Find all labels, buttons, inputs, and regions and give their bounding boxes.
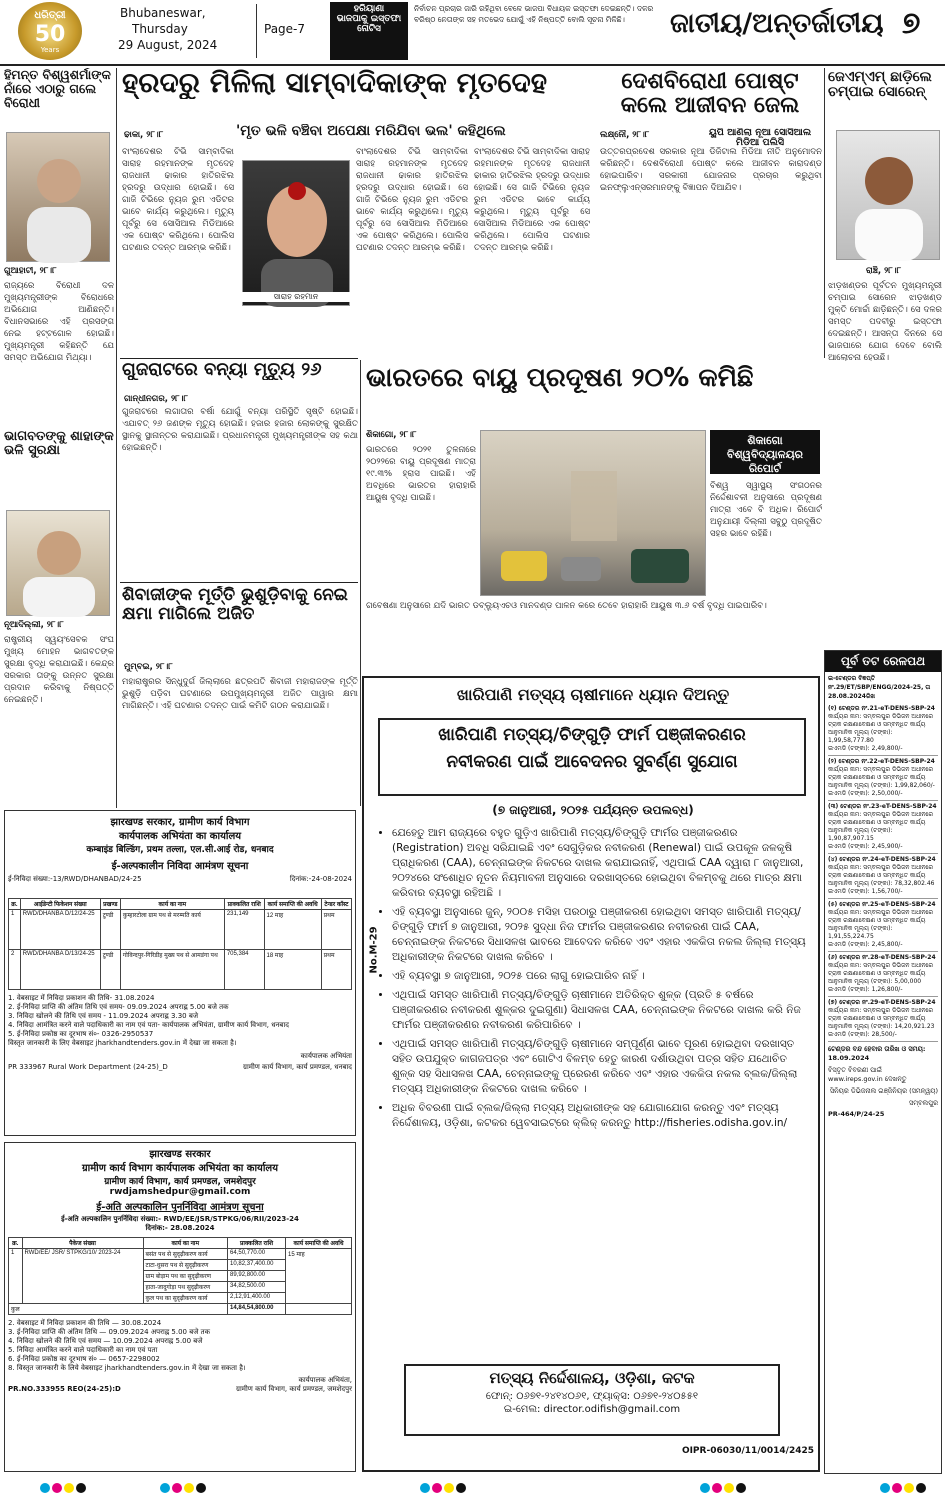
railway-tender-item [828,997,938,1042]
railway-pr: PR-464/P/24-25 [828,1110,885,1119]
gujarat-body: ଗୁଜରାଟରେ ଲଗାତାର ବର୍ଷା ଯୋଗୁଁ ବନ୍ୟା ପରିସ୍ଥିତି ସୃଷ୍ଟି ହୋଇଛି। ଏଯାବତ୍ ୨୬ ଜଣଙ୍କ ମୃତ୍ୟୁ ହୋଇଛି। ହଜାର ହଜାର ଲୋକଙ୍କୁ ସୁରକ୍ଷିତ ସ୍ଥାନକୁ ସ୍ଥାନାନ୍ତର କରାଯାଇଛି। ପ୍ରଧାନମନ୍ତ୍ରୀ ମୁଖ୍ୟମନ୍ତ୍ରୀଙ୍କ ସହ କଥା ହୋଇଛନ୍ତି। [122,407,358,453]
table-cell: टुण्डी [100,950,120,990]
railway-value: ଆନୁମାନିକ ମୂଲ୍ୟ (ଟଙ୍କା): 1,99,58,777.80 [828,729,893,745]
smog-photo [480,430,706,596]
champai-photo [836,130,940,260]
tender2-note: 5. निविदा आमंत्रित करने वाले पदाधिकारी का नाम एवं पता [8,1346,158,1354]
person-silhouette-icon [7,133,111,263]
himanta-headline: ହିମନ୍ତ ବିଶ୍ୱଶର୍ମାଙ୍କ ନାଁରେ ଏଠାରୁ ଗଲେ ବିରୋଧୀ [4,68,111,110]
air-body-left: ଭାରତରେ ୨୦୨୧ ତୁଳନାରେ ୨୦୨୨ରେ ବାୟୁ ପ୍ରଦୂଷଣ ମାତ୍ରା ୧୯.୩% ହ୍ରାସ ପାଇଛି। ଏହି ଅବଧିରେ ଭାରତର ହାରାହାରି ଆୟୁଷ ବୃଦ୍ଧି ପାଇଛି। [366,445,476,503]
fishery-deadline: (୭ ଜାନୁଆରୀ, ୨୦୨୫ ପର୍ଯ୍ୟନ୍ତ ଉପଲବ୍ଧ) [492,804,694,817]
table-cell: टाटा-धुसरा पथ से सुदृढ़ीकरण [143,1260,228,1271]
tender2-table [8,1237,352,1315]
tender1-note: 3. निविदा खोलने की तिथि एवं समय - 11.09.2024 अपराह्न 3.30 बजे [8,1012,199,1020]
tender1-notes [8,994,352,1048]
registration-dot [736,1483,746,1493]
registration-dot [880,1483,890,1493]
table-cell: 231,149 [224,910,264,950]
fishery-top-banner: ଖାରିପାଣି ମତ୍ସ୍ୟ ଚାଷୀମାନେ ଧ୍ୟାନ ଦିଅନ୍ତୁ [456,686,730,704]
tender1-note: विस्तृत जानकारी के लिए वेबसाइट jharkhandtenders.gov.in में देखा जा सकता है। [8,1039,237,1047]
railway-tender-item [828,899,938,952]
table-cell: 705,384 [224,950,264,990]
haryana-line-3: ନୋଟିସ [357,24,381,34]
masthead-date: 29 August, 2024 [118,38,218,52]
tender-dhanbad [4,810,356,1136]
tender1-header-1: झारखण्ड सरकार, ग्रामीण कार्य विभाग [110,817,250,828]
registration-dot [700,1483,710,1493]
registration-dot [712,1483,722,1493]
fishery-bullet: • ଏହି ବ୍ୟବସ୍ଥା ୭ ଜାନୁଆରୀ, ୨୦୨୫ ପରେ ଲାଗୁ ହୋଇପାରିବ ନାହିଁ । [392,969,810,984]
haryana-line-2: ଭାଜପାକୁ ଇସ୍ତଫା [336,14,402,24]
table-row [9,1304,352,1315]
fishery-bullet: • ଯେହେତୁ ଆମ ରାଜ୍ୟରେ ବହୁତ ଗୁଡ଼ିଏ ଖାରିପାଣି ମତ୍ସ୍ୟ/ଚିଙ୍ଗୁଡ଼ି ଫାର୍ମର ପଞ୍ଜୀକରଣର (Registration) ଅବଧି ସରିଯାଇଛି ଏବଂ ସେଗୁଡ଼ିକର ନବୀକରଣ (Renewal) ପାଇଁ ଉପକୂଳ ଜଳକୃଷି ପ୍ରାଧିକରଣ (CAA), ଚେନ୍ନାଇଙ୍କ ନିକଟରେ ଦାଖଲ କରାଯାଇନାହିଁ, ଏଥିପାଇଁ CAA ଦ୍ୱାରା ୮ ଜାନୁଆରୀ, ୨୦୨୪ରେ ସଂଶୋଧିତ ନୂତନ ନିୟମାବଳୀ ଅନୁସାରେ ଦରଖାସ୍ତରେ ହୋଇଥିବା ବିଳମ୍ବକୁ ଥରେ ମାତ୍ର କ୍ଷମା କରିବାର ବ୍ୟବସ୍ଥା ରହିଅଛି । [392,826,810,901]
tender2-title: ई-अति अल्पकालिन पुनर्निविदा आमंत्रण सूचना [96,1202,264,1213]
fishery-bullet: • ଏହି ବ୍ୟବସ୍ଥା ଅନୁସାରେ ଜୁନ୍, ୨୦୦୫ ମସିହା ପରଠାରୁ ପଞ୍ଜୀକରଣ ହୋଇଥିବା ସମସ୍ତ ଖାରିପାଣି ମତ୍ସ୍ୟ/ ଚିଙ୍ଗୁଡ଼ି ଫାର୍ମ ୭ ଜାନୁଆରୀ, ୨୦୨୫ ସୁଦ୍ଧା ନିଜ ଫାର୍ମର ପଞ୍ଜୀକରଣର ନବୀକରଣ ପାଇଁ CAA, ଚେନ୍ନାଇଙ୍କ ନିକଟରେ ସିଧାସଳଖ ଭାବରେ ଆବେଦନ କରିବେ ଏବଂ ଏହାର ଏକକିତା ନକଲ ଜିଲ୍ଲା ମତ୍ସ୍ୟ ଅଧିକାରୀଙ୍କ ନିକଟରେ ଦାଖଲ କରିବେ । [392,905,810,965]
railway-emd: ଇଏମଡି (ଟଙ୍କା): 1,26,800/- [828,986,903,994]
masthead-day: Thursday [132,22,188,36]
tender1-pr: PR 333967 Rural Work Department (24-25)_D [8,1063,168,1071]
tender2-header-2: ग्रामीण कार्य विभाग कार्यपालक अभियंता का कार्यालय [81,1163,279,1174]
masthead-city: Bhubaneswar, [120,6,206,20]
table-cell: RWD/DHANBA D/13/24-25 [20,950,100,990]
table-cell: 10,82,37,400.00 [228,1260,286,1271]
logo-text: ଧରିତ୍ରୀ [34,10,66,21]
registration-dot [904,1483,914,1493]
bhagwat-headline: ଭାଗବତଙ୍କୁ ଶାହାଙ୍କ ଭଳି ସୁରକ୍ଷା [4,430,114,459]
table-cell: 34,82,500.00 [228,1282,286,1293]
tender2-ref: ई-अति अल्पकालिन पुनर्निविदा संख्या:- RWD/EE/JSR/STPKG/06/RII/2023-24 [61,1215,299,1223]
table-row [9,950,352,990]
left-column [4,68,114,808]
page-number: ୭ [902,6,921,41]
registration-dot [724,1483,734,1493]
railway-value: ଆନୁମାନିକ ମୂଲ୍ୟ (ଟଙ୍କା): 78,32,802.46 [828,880,935,888]
lead-body-col4: ବାଂଲାଦେଶର ଟିଭି ସାମ୍ବାଦିକା ସାରାହ ରହମାନଙ୍କ ମୃତଦେହ ରାଜଧାନୀ ଢାକାର ହାତିରଝିଲ ହ୍ରଦରୁ ଉଦ୍ଧାର ହୋଇଛି। ସେ ଗାଜି ଟିଭିରେ ନ୍ୟୁଜ ରୁମ ଏଡିଟର ଭାବେ କାର୍ଯ୍ୟ କରୁଥିଲେ। ମୃତ୍ୟୁ ପୂର୍ବରୁ ସେ ସୋସିଆଲ ମିଡିଆରେ ଏକ ପୋଷ୍ଟ କରିଥିଲେ। ପୋଲିସ ଘଟଣାର ତଦନ୍ତ ଆରମ୍ଭ କରିଛି। [474,147,590,253]
registration-dot [196,1483,206,1493]
tender1-col: आईडेन्टी फिकेशन संख्या [20,899,100,910]
railway-tender-number: (୩) ଟେଣ୍ଡର ନଂ.23-eT-DENS-SBP-24 [828,803,937,811]
bhagwat-caption: ନୂଆଦିଲ୍ଲୀ, ୨୮।୮ [4,620,64,630]
table-cell: गोविन्दपुर-गिरिडीह मुख्य पथ से आमडंगा पथ [120,950,224,990]
jmm-dateline: ରାଞ୍ଚି, ୨୮।୮ [866,266,902,276]
railway-tender-number: (୬) ଟେଣ୍ଡର ନଂ.28-eT-DENS-SBP-24 [828,954,936,962]
bhagwat-photo [6,510,110,616]
railway-emd: ଇଏମଡି (ଟଙ୍କା): 2,45,900/- [828,843,903,851]
table-cell: बसंत पथ से सुदृढ़ीकरण कार्य [143,1249,228,1260]
bhagwat-body: ରାଷ୍ଟ୍ରୀୟ ସ୍ୱୟଂସେବକ ସଂଘ ମୁଖ୍ୟ ମୋହନ ଭାଗବତଙ୍କ ସୁରକ୍ଷା ବୃଦ୍ଧି କରାଯାଇଛି। କେନ୍ଦ୍ର ସରକାର ତାଙ୍କୁ ଉନ୍ନତ ସୁରକ୍ଷା ପ୍ରଦାନ କରିବାକୁ ନିଷ୍ପତ୍ତି ନେଇଛନ୍ତି। [4,635,114,705]
railway-tender-number: (୫) ଟେଣ୍ଡର ନଂ.25-eT-DENS-SBP-24 [828,901,936,909]
page-label: Page-7 [264,22,306,36]
tender1-col: कार्य का नाम [120,899,224,910]
tender1-signoff-2: ग्रामीण कार्य विभाग, कार्य प्रमण्डल, धनबाद [243,1063,352,1071]
table-cell: 12 माह [264,910,321,950]
haryana-line-1: ହରିୟାଣା [353,4,385,14]
table-cell: 18 माह [264,950,321,990]
jmm-headline: ଜେଏମ୍ଏମ୍ ଛାଡ଼ିଲେ ଚମ୍ପାଇ ସୋରେନ୍ [828,70,932,101]
table-cell: कुल [9,1304,228,1315]
tender2-note: 3. ई-निविदा प्राप्ति की अंतिम तिथि — 09.09.2024 अपराह्न 5.00 बजे तक [8,1328,210,1336]
railway-tender-item [828,703,938,756]
tender1-table [8,898,352,990]
registration-dot [456,1483,466,1493]
tender2-notes [8,1319,352,1373]
railway-footer-note: ବିସ୍ତୃତ ବିବରଣୀ ପାଇଁ www.ireps.gov.in ଦେଖନ୍ତୁ [828,1066,907,1084]
tender1-note: 4. निविदा आमंत्रित करने वाले पदाधिकारी का नाम एवं पता- कार्यपालक अभियंता, ग्रामीण कार्य विभाग, धनबाद [8,1021,289,1029]
fishery-bullet: • ଏଥିପାଇଁ ସମସ୍ତ ଖାରିପାଣି ମତ୍ସ୍ୟ/ଚିଙ୍ଗୁଡ଼ି ଚାଷୀମାନେ ଅତିରିକ୍ତ ଶୁଳ୍କ (ପ୍ରତି ୫ ବର୍ଷରେ ପଞ୍ଜୀକରଣର ନବୀକରଣ ଶୁଳ୍କର ଦୁଇଗୁଣା) ସିଧାସଳଖ CAA, ଚେନ୍ନାଇଙ୍କ ନିକଟରେ ଦାଖଲ କରି ନିଜ ଫାର୍ମର ପଞ୍ଜୀକରଣର ନବୀକରଣ କରିପାରିବେ । [392,988,810,1033]
registration-bar [0,1480,945,1496]
tender1-note: 1. वेबसाइट में निविदा प्रकाशन की तिथि- 31.08.2024 [8,994,155,1002]
shivaji-body: ମହାରାଷ୍ଟ୍ରର ସିନ୍ଧୁଦୁର୍ଗ ଜିଲ୍ଲାରେ ଛତ୍ରପତି ଶିବାଜୀ ମହାରାଜଙ୍କ ମୂର୍ତ୍ତି ଭୁଶୁଡ଼ି ପଡ଼ିବା ଘଟଣାରେ ଉପମୁଖ୍ୟମନ୍ତ୍ରୀ ଅଜିତ ପାୱାର କ୍ଷମା ମାଗିଛନ୍ତି। ଏହି ଘଟଣାର ତଦନ୍ତ ପାଇଁ କମିଟି ଗଠନ କରାଯାଇଛି। [122,677,358,711]
table-cell: 89,92,800.00 [228,1271,286,1282]
railway-emd: ଇଏମଡି (ଟଙ୍କା): 1,56,700/- [828,888,903,896]
journalist-photo [242,160,350,306]
railway-closing: ଟେଣ୍ଡର ବନ୍ଦ ହେବାର ତାରିଖ ଓ ସମୟ: 18.09.2024 [828,1045,926,1063]
fishery-footer [404,1364,780,1436]
tender2-pr: PR.NO.333955 REO(24-25):D [8,1385,121,1393]
journalist-photo-caption: ସାରାହ ରହମାନ [242,292,350,302]
tender2-note: 2. वेबसाइट में निविदा प्रकाशन की तिथि — 30.08.2024 [8,1319,162,1327]
person-silhouette-icon [837,131,941,261]
registration-dot [40,1483,50,1493]
table-cell: ग्राम बोड़ाम पथ का सुदृढ़ीकरण [143,1271,228,1282]
table-cell [286,1304,352,1315]
person-silhouette-icon [243,161,351,307]
tender2-col: प्राक्कलित राशि [228,1238,286,1249]
tender2-note: 8. विस्तृत जानकारी के लिये वेबसाइट jharkhandtenders.gov.in में देखा जा सकता है। [8,1364,246,1372]
railway-tender [824,650,942,1474]
registration-dot [52,1483,62,1493]
shivaji-dateline: ମୁମ୍ବଇ, ୨୮।୮ [124,662,173,672]
railway-tender-number: (୭) ଟେଣ୍ଡର ନଂ.29-eT-DENS-SBP-24 [828,999,936,1007]
table-cell: 1 [9,910,21,950]
tender1-header-2: कार्यपालक अभियंता का कार्यालय [118,831,242,842]
tender1-col: टेन्डर कॉस्ट [321,899,351,910]
fishery-bullet-list [378,826,810,1346]
tender2-header-1: झारखण्ड सरकार [149,1149,211,1160]
haryana-box [330,2,408,60]
registration-dot [64,1483,74,1493]
lead-dateline: ଢାକା, ୨୮।୮ [124,130,164,140]
railway-items [825,703,941,1042]
air-headline: ଭାରତରେ ବାୟୁ ପ୍ରଦୂଷଣ ୨୦% କମିଛି [366,364,754,393]
registration-dot [172,1483,182,1493]
masthead [0,0,945,62]
tender2-ref-date: दिनांक:- 28.08.2024 [145,1224,215,1232]
tender-jamshedpur [4,1142,356,1472]
railway-work-name: କାର୍ଯ୍ୟର ନାମ: ସମ୍ବଲପୁର ଡିଭିଜନ ଅଧୀନରେ ଟ୍ରାକ ରକ୍ଷଣାବେକ୍ଷଣ ଓ ସମ୍ବନ୍ଧିତ କାର୍ଯ୍ୟ [828,909,934,925]
fishery-ad [362,676,820,1472]
table-row [9,1249,352,1260]
lead-subhead: 'ମୃତ ଭଳି ବଞ୍ଚିବା ଅପେକ୍ଷା ମରିଯିବା ଭଲ' କହିଥିଲେ [236,124,506,139]
fishery-ref: OIPR-06030/11/0014/2425 [681,1446,814,1456]
fishery-title-line-1: ଖାରିପାଣି ମତ୍ସ୍ୟ/ଚିଙ୍ଗୁଡ଼ି ଫାର୍ମ ପଞ୍ଜୀକରଣର [438,725,746,745]
tender2-col: पैकेज संख्या [22,1238,143,1249]
railway-tender-item [828,801,938,854]
railway-tender-item [828,952,938,997]
railway-signoff: ସିନିୟର ଡିଭିଜନାଲ ଇଞ୍ଜିନିୟର (ସମନ୍ୱୟ) [829,1087,938,1096]
post-subhead: ୟୁପି ଆଣିଲା ନୂଆ ସୋସିଆଲ ମିଡିଆ ପଲିସି [708,128,812,149]
registration-dot [892,1483,902,1493]
tender1-col: प्रखण्ड [100,899,120,910]
tender2-signoff: कार्यपालक अभियंता, [298,1376,352,1384]
table-cell: टुण्डी [100,910,120,950]
tender1-signoff: कार्यपालक अभियंता [300,1052,352,1060]
tender2-signoff-2: ग्रामीण कार्य विभाग, कार्य प्रमण्डल, जमशेदपुर [236,1385,352,1393]
tender2-col: कार्य का नाम [143,1238,228,1249]
railway-value: ଆନୁମାନିକ ମୂଲ୍ୟ (ଟଙ୍କା): 1,91,55,224.75 [828,925,893,941]
section-title: ଜାତୀୟ/ଅନ୍ତର୍ଜାତୀୟ [670,8,884,39]
himanta-photo [6,132,110,262]
railway-emd: ଇଏମଡି (ଟଙ୍କା): 2,45,800/- [828,941,903,949]
table-cell: कुल पथ का सुदृढ़ीकरण कार्य [143,1293,228,1304]
traffic-scene-icon [481,431,707,597]
table-cell: 2,12,91,400.00 [228,1293,286,1304]
railway-emd: ଇଏମଡି (ଟଙ୍କା): 2,49,800/- [828,745,903,753]
tender2-note: 4. निविदा खोलने की तिथि एवं समय — 10.09.2024 अपराह्न 5.00 बजे [8,1337,203,1345]
railway-tender-item [828,756,938,801]
railway-emd: ଇଏମଡି (ଟଙ୍କା): 2,50,000/- [828,790,903,798]
table-cell: 2 [9,950,21,990]
person-silhouette-icon [7,511,111,617]
railway-tender-item [828,854,938,899]
table-cell: हाता-जादुगोड़ा पथ सुदृढ़ीकरण [143,1282,228,1293]
post-body: ଉତ୍ତରପ୍ରଦେଶ ସରକାର ନୂଆ ଡିଜିଟାଲ ମିଡିଆ ନୀତି ଅନୁମୋଦନ କରିଛନ୍ତି। ଦେଶବିରୋଧୀ ପୋଷ୍ଟ କଲେ ଆଜୀବନ କାରାଦଣ୍ଡ ହୋଇପାରିବ। ସରକାରୀ ଯୋଜନାର ପ୍ରଚାର କରୁଥିବା ଇନଫ୍ଲୁଏନ୍ସରମାନଙ୍କୁ ବିଜ୍ଞାପନ ଦିଆଯିବ। [600,147,822,193]
railway-work-name: କାର୍ଯ୍ୟର ନାମ: ସମ୍ବଲପୁର ଡିଭିଜନ ଅଧୀନରେ ଟ୍ରାକ ରକ୍ଷଣାବେକ୍ଷଣ ଓ ସମ୍ବନ୍ଧିତ କାର୍ଯ୍ୟ [828,962,934,978]
fishery-title-box [378,718,806,796]
post-headline: ଦେଶବିରୋଧୀ ପୋଷ୍ଟ କଲେ ଆଜୀବନ ଜେଲ [620,70,800,119]
himanta-body: ରାଜ୍ୟରେ ବିରୋଧୀ ଦଳ ମୁଖ୍ୟମନ୍ତ୍ରୀଙ୍କ ବିରୋଧରେ ଅଭିଯୋଗ ଆଣିଛନ୍ତି। ବିଧାନସଭାରେ ଏହି ପ୍ରସଙ୍ଗ ନେଇ ହଟ୍ଟଗୋଳ ହୋଇଛି। ମୁଖ୍ୟମନ୍ତ୍ରୀ କହିଛନ୍ତି ଯେ ସମସ୍ତ ଅଭିଯୋଗ ମିଥ୍ୟା। [4,281,114,363]
logo [18,2,82,60]
tender2-col: क्र. [9,1238,23,1249]
air-body-right: ବିଶ୍ୱ ସ୍ୱାସ୍ଥ୍ୟ ସଂଗଠନର ନିର୍ଦ୍ଦେଶାବଳୀ ଅନୁସାରେ ପ୍ରଦୂଷଣ ମାତ୍ରା ଏବେ ବି ଅଧିକ। ରିପୋର୍ଟ ଅନୁଯାୟୀ ଦିଲ୍ଲୀ ସବୁଠୁ ପ୍ରଦୂଷିତ ସହର ଭାବେ ରହିଛି। [710,481,822,539]
tender2-total: 14,84,54,800.00 [228,1304,286,1315]
tender1-ref-date: दिनांक:-24-08-2024 [289,875,352,883]
logo-years-label: Years [40,46,60,54]
lead-headline: ହ୍ରଦରୁ ମିଳିଲା ସାମ୍ବାଦିକାଙ୍କ ମୃତଦେହ [122,68,548,99]
air-dateline: ଶିକାଗୋ, ୨୮।୮ [366,430,417,440]
fishery-bullet: • ଏଥିପାଇଁ ସମସ୍ତ ଖାରିପାଣି ମତ୍ସ୍ୟ/ଚିଙ୍ଗୁଡ଼ି ଚାଷୀମାନେ ସମ୍ପୂର୍ଣ୍ଣ ଭାବେ ପୂରଣ ହୋଇଥିବା ଦରଖାସ୍ତ ସହିତ ଉପଯୁକ୍ତ କାଗଜପତ୍ର ଏବଂ ଗୋଟିଏ ବିଳମ୍ବ ହେତୁ କାରଣ ଦର୍ଶାଉଥିବା ପତ୍ର ସହିତ ଯଥୋଚିତ ଶୁଳ୍କ ସହ ସିଧାସଳଖ CAA, ଚେନ୍ନାଇଙ୍କୁ ପ୍ରେରଣ କରିବେ ଏବଂ ଏହାର ଏକକିତା ନକଲ ବ୍ଲକ/ଜିଲ୍ଲା ମତ୍ସ୍ୟ ଅଧିକାରୀଙ୍କ ନିକଟରେ ଦାଖଲ କରିବେ । [392,1037,810,1097]
jmm-body: ଝାଡ଼ଖଣ୍ଡର ପୂର୍ବତନ ମୁଖ୍ୟମନ୍ତ୍ରୀ ଚମ୍ପାଇ ସୋରେନ ଝାଡ଼ଖଣ୍ଡ ମୁକ୍ତି ମୋର୍ଚ୍ଚା ଛାଡ଼ିଛନ୍ତି। ସେ ଦଳର ସମସ୍ତ ପଦବୀରୁ ଇସ୍ତଫା ଦେଇଛନ୍ତି। ଆସନ୍ତା ଦିନରେ ସେ ଭାଜପାରେ ଯୋଗ ଦେବେ ବୋଲି ଆଲୋଚନା ହେଉଛି। [828,281,942,363]
registration-dot [432,1483,442,1493]
table-cell: 15 माह [286,1249,352,1304]
tender2-note: 6. ई-निविदा प्रकोष्ठ का दूरभाष सं० — 0657-2298002 [8,1355,160,1363]
tender1-title: ई-अल्पकालीन निविदा आमंत्रण सूचना [111,861,249,872]
post-dateline: ଲକ୍ଷ୍ନୌ, ୨୮।୮ [600,130,650,140]
registration-dot [76,1483,86,1493]
railway-signoff-city: ସମ୍ବଲପୁର [909,1099,938,1108]
registration-dot [444,1483,454,1493]
lead-body-col1: ବାଂଲାଦେଶର ଟିଭି ସାମ୍ବାଦିକା ସାରାହ ରହମାନଙ୍କ ମୃତଦେହ ରାଜଧାନୀ ଢାକାର ହାତିରଝିଲ ହ୍ରଦରୁ ଉଦ୍ଧାର ହୋଇଛି। ସେ ଗାଜି ଟିଭିରେ ନ୍ୟୁଜ ରୁମ ଏଡିଟର ଭାବେ କାର୍ଯ୍ୟ କରୁଥିଲେ। ମୃତ୍ୟୁ ପୂର୍ବରୁ ସେ ସୋସିଆଲ ମିଡିଆରେ ଏକ ପୋଷ୍ଟ କରିଥିଲେ। ପୋଲିସ ଘଟଣାର ତଦନ୍ତ ଆରମ୍ଭ କରିଛି। [122,147,234,253]
gujarat-headline: ଗୁଜରାଟରେ ବନ୍ୟା ମୃତ୍ୟୁ ୨୬ [122,360,322,380]
tender1-col: प्राक्कलित राशि [224,899,264,910]
railway-tender-number: (୪) ଟେଣ୍ଡର ନଂ.24-eT-DENS-SBP-24 [828,856,936,864]
fishery-bullet: • ଅଧିକ ବିବରଣୀ ପାଇଁ ବ୍ଲକ/ଜିଲ୍ଲା ମତ୍ସ୍ୟ ଅଧିକାରୀଙ୍କ ସହ ଯୋଗାଯୋଗ କରନ୍ତୁ ଏବଂ ମତ୍ସ୍ୟ ନିର୍ଦ୍ଦେଶାଳୟ, ଓଡ଼ିଶା, କଟକର ୱେବସାଇଟ୍‌ରେ କ୍ଲିକ୍ କରନ୍ତୁ http://fisheries.odisha.gov.in/ [392,1101,810,1131]
tender1-ref: ई-निविदा संख्या:-13/RWD/DHANBAD/24-25 [8,875,142,883]
logo-years-number: 50 [34,22,66,47]
tender1-col: क्र. [9,899,21,910]
railway-work-name: କାର୍ଯ୍ୟର ନାମ: ସମ୍ବଲପୁର ଡିଭିଜନ ଅଧୀନରେ ଟ୍ରାକ ରକ୍ଷଣାବେକ୍ଷଣ ଓ ସମ୍ବନ୍ଧିତ କାର୍ଯ୍ୟ [828,766,934,782]
top-strip: ନିର୍ବାଚନ ପ୍ରଚାର ଜାରି ରହିଥିବା ବେଳେ ଭାଜପା ବିଧାୟକ ଇସ୍ତଫା ଦେଇଛନ୍ତି। ଦଳର ବରିଷ୍ଠ ନେତାଙ୍କ ସହ ମତଭେଦ ଯୋଗୁଁ ଏହି ନିଷ୍ପତ୍ତି ବୋଲି ସୂଚନା ମିଳିଛି। [414,4,654,24]
registration-dot [420,1483,430,1493]
fishery-footer-org: ମତ୍ସ୍ୟ ନିର୍ଦ୍ଦେଶାଳୟ, ଓଡ଼ିଶା, କଟକ [489,1369,695,1387]
tender1-header-3: कम्बाइंड बिल्डिंग, प्रथम तल्ला, एल.सी.आई रोड, धनबाद [86,845,274,855]
railway-value: ଆନୁମାନିକ ମୂଲ୍ୟ (ଟଙ୍କା): 1,90,87,907.15 [828,827,893,843]
railway-emd: ଇଏମଡି (ଟଙ୍କା): 28,500/- [828,1031,897,1039]
tender1-note: 5. ई-निविदा प्रकोष्ठ का दूरभाष सं०- 0326-2950537 [8,1030,154,1038]
shivaji-headline: ଶିବାଜୀଙ୍କ ମୂର୍ତ୍ତି ଭୁଶୁଡ଼ିବାକୁ ନେଇ କ୍ଷମା ମାଗିଲେ ଅଜିତ [122,586,348,624]
fishery-footer-phone: ଫୋନ୍: ୦୬୭୧-୨୪୧୪୦୬୧, ଫ୍ୟାକ୍ସ: ୦୬୭୧-୨୪୦୫୫୧ [485,1390,699,1402]
tender1-col: कार्य समाप्ति की अवधि [264,899,321,910]
tender2-col: कार्य समाप्ति की अवधि [286,1238,352,1249]
table-cell: कुम्हारटोला ग्राम पथ से मरम्मति कार्य [120,910,224,950]
lead-body-col3: ବାଂଲାଦେଶର ଟିଭି ସାମ୍ବାଦିକା ସାରାହ ରହମାନଙ୍କ ମୃତଦେହ ରାଜଧାନୀ ଢାକାର ହାତିରଝିଲ ହ୍ରଦରୁ ଉଦ୍ଧାର ହୋଇଛି। ସେ ଗାଜି ଟିଭିରେ ନ୍ୟୁଜ ରୁମ ଏଡିଟର ଭାବେ କାର୍ଯ୍ୟ କରୁଥିଲେ। ମୃତ୍ୟୁ ପୂର୍ବରୁ ସେ ସୋସିଆଲ ମିଡିଆରେ ଏକ ପୋଷ୍ଟ କରିଥିଲେ। ପୋଲିସ ଘଟଣାର ତଦନ୍ତ ଆରମ୍ଭ କରିଛି। [356,147,468,253]
railway-value: ଆନୁମାନିକ ମୂଲ୍ୟ (ଟଙ୍କା): 1,99,82,060/- [828,782,935,790]
railway-work-name: କାର୍ଯ୍ୟର ନାମ: ସମ୍ବଲପୁର ଡିଭିଜନ ଅଧୀନରେ ଟ୍ରାକ ରକ୍ଷଣାବେକ୍ଷଣ ଓ ସମ୍ବନ୍ଧିତ କାର୍ଯ୍ୟ [828,864,934,880]
tender2-header-3: ग्रामीण कार्य विभाग, कार्य प्रमण्डल, जमशेदपुर [104,1177,256,1187]
fishery-side-no: No.M-29 [368,926,380,974]
registration-dot [184,1483,194,1493]
railway-value: ଆନୁମାନିକ ମୂଲ୍ୟ (ଟଙ୍କା): 5,00,000 [828,978,922,986]
table-cell: प्रथम [321,950,351,990]
table-cell: प्रथम [321,910,351,950]
air-body-bottom: ଗବେଷଣା ଅନୁସାରେ ଯଦି ଭାରତ ଡବ୍ଲ୍ୟୁଏଚଓ ମାନଦଣ୍ଡ ପାଳନ କରେ ତେବେ ହାରାହାରି ଆୟୁଷ ୩.୬ ବର୍ଷ ବୃଦ୍ଧି ପାଇପାରିବ। [366,601,767,611]
railway-tender-number: (୨) ଟେଣ୍ଡର ନଂ.22-eT-DENS-SBP-24 [828,758,935,766]
table-cell: 1 [9,1249,23,1304]
railway-work-name: କାର୍ଯ୍ୟର ନାମ: ସମ୍ବଲପୁର ଡିଭିଜନ ଅଧୀନରେ ଟ୍ରାକ ରକ୍ଷଣାବେକ୍ଷଣ ଓ ସମ୍ବନ୍ଧିତ କାର୍ଯ୍ୟ [828,811,934,827]
fishery-title-line-2: ନବୀକରଣ ପାଇଁ ଆବେଦନର ସୁବର୍ଣ୍ଣ ସୁଯୋଗ [446,751,738,772]
railway-intro: ଇ-ଟେଣ୍ଡର ବିଜ୍ଞପ୍ତି ନଂ.29/ET/SBP/ENGG/2024-25, ତା 28.08.2024ରିଖ [828,675,931,701]
table-cell: RWD/EE/ JSR/ STPKG/10/ 2023-24 [22,1249,143,1304]
gujarat-dateline: ଗାନ୍ଧୀନଗର, ୨୮।୮ [124,394,188,404]
table-cell: RWD/DHANBA D/12/24-25 [20,910,100,950]
railway-value: ଆନୁମାନିକ ମୂଲ୍ୟ (ଟଙ୍କା): 14,20,921.23 [828,1023,935,1031]
railway-work-name: କାର୍ଯ୍ୟର ନାମ: ସମ୍ବଲପୁର ଡିଭିଜନ ଅଧୀନରେ ଟ୍ରାକ ରକ୍ଷଣାବେକ୍ଷଣ ଓ ସମ୍ବନ୍ଧିତ କାର୍ଯ୍ୟ [828,1007,934,1023]
registration-dot [916,1483,926,1493]
railway-work-name: କାର୍ଯ୍ୟର ନାମ: ସମ୍ବଲପୁର ଡିଭିଜନ ଅଧୀନରେ ଟ୍ରାକ ରକ୍ଷଣାବେକ୍ଷଣ ଓ ସମ୍ବନ୍ଧିତ କାର୍ଯ୍ୟ [828,713,934,729]
table-cell: 64,50,770.00 [228,1249,286,1260]
tender2-email: rwdjamshedpur@gmail.com [109,1187,251,1197]
registration-dot [160,1483,170,1493]
report-badge-text: ଶିକାଗୋ ବିଶ୍ୱବିଦ୍ୟାଳୟର ରିପୋର୍ଟ [727,434,803,474]
railway-tender-number: (୧) ଟେଣ୍ଡର ନଂ.21-eT-DENS-SBP-24 [828,705,935,713]
table-row [9,910,352,950]
himanta-caption: ଗୁଆହାଟୀ, ୨୮।୮ [4,266,57,276]
railway-header: ପୂର୍ବ ତଟ ରେଳପଥ [825,651,941,672]
fishery-footer-email: ଇ-ମେଲ: director.odifish@gmail.com [503,1403,681,1415]
report-badge [710,430,820,474]
tender1-note: 2. ई-निविदा प्राप्ति की अंतिम तिथि एवं समय- 09.09.2024 अपराह्न 5.00 बजे तक [8,1003,229,1011]
